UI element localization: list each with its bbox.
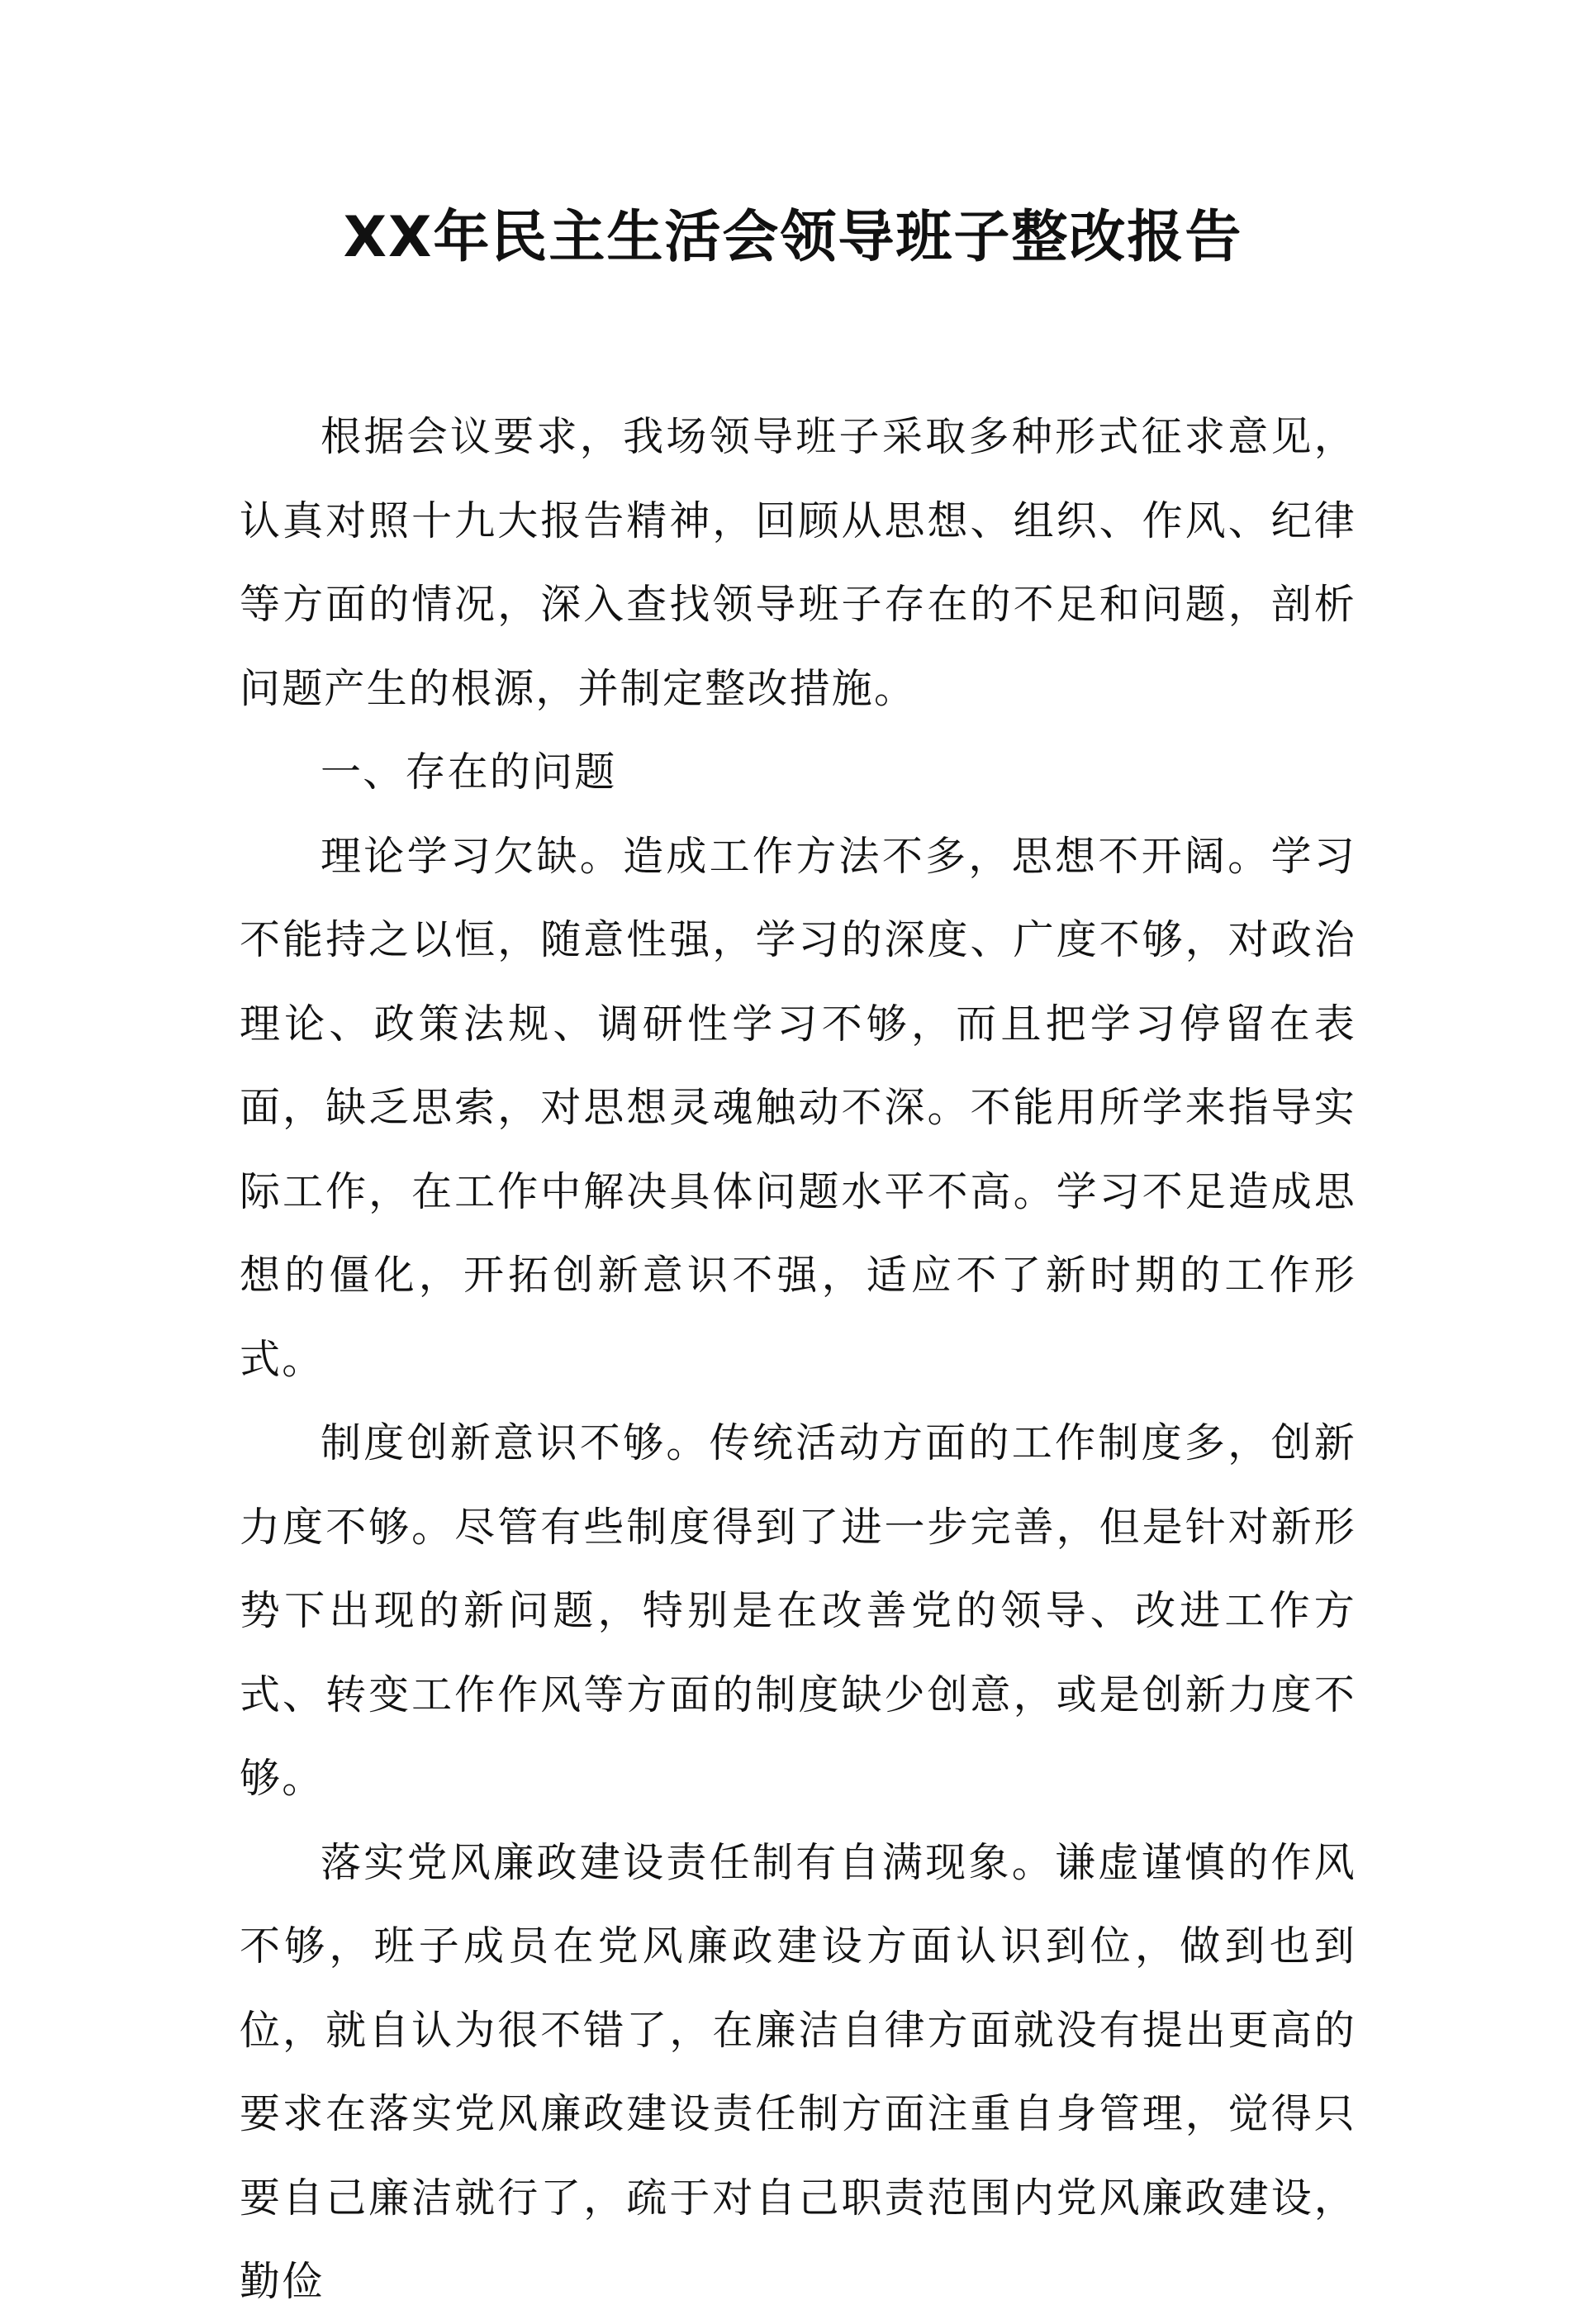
paragraph-integrity-responsibility: 落实党风廉政建设责任制有自满现象。谦虚谨慎的作风不够，班子成员在党风廉政建设方面认识到位，做到也到位，就自认为很不错了，在廉洁自律方面就没有提出更高的要求在落实党风廉政建设责任制方面注重自身管理，觉得只要自己廉洁就行了，疏于对自己职责范围内党风廉政建设，勤俭 — [240, 1838, 1356, 2305]
section-heading-problems: 一、存在的问题 — [321, 749, 617, 796]
document-body — [240, 395, 1356, 2324]
paragraph-system-innovation: 制度创新意识不够。传统活动方面的工作制度多，创新力度不够。尽管有些制度得到了进一步完善，但是针对新形势下出现的新问题，特别是在改善党的领导、改进工作方式、转变工作作风等方面的制度缺少创意，或是创新力度不够。 — [240, 1419, 1356, 1802]
paragraph-intro: 根据会议要求，我场领导班子采取多种形式征求意见，认真对照十九大报告精神，回顾从思想、组织、作风、纪律等方面的情况，深入查找领导班子存在的不足和问题，剖析问题产生的根源，并制定整改措施。 — [240, 413, 1356, 712]
document-title: XX年民主生活会领导班子整改报告 — [343, 205, 1243, 270]
paragraph-theory-study: 理论学习欠缺。造成工作方法不多，思想不开阔。学习不能持之以恒，随意性强，学习的深度、广度不够，对政治理论、政策法规、调研性学习不够，而且把学习停留在表面，缺乏思索，对思想灵魂触动不深。不能用所学来指导实际工作，在工作中解决具体问题水平不高。学习不足造成思想的僵化，开拓创新意识不强，适应不了新时期的工作形式。 — [240, 832, 1356, 1383]
